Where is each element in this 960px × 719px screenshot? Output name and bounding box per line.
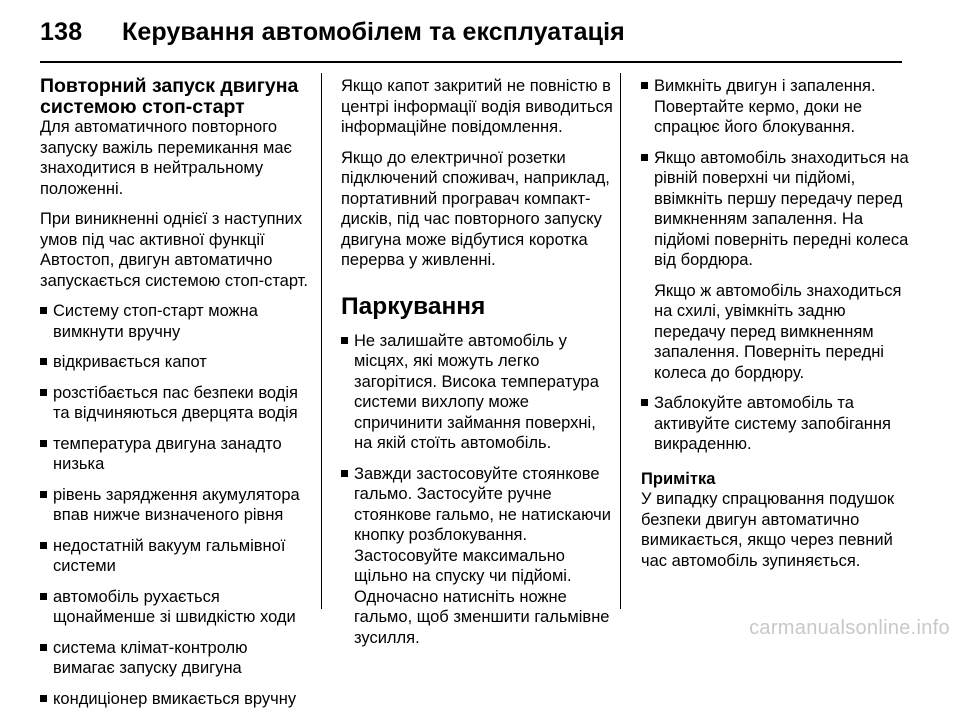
column-2 xyxy=(341,76,613,658)
list-item: рівень зарядження акумулятора впав нижче визначеного рівня xyxy=(40,485,310,526)
bullet-icon xyxy=(641,82,648,89)
paragraph: Для автоматичного повторного запуску важіль перемикання має знаходитися в нейтральному положенні. xyxy=(40,118,292,198)
list-item: Заблокуйте автомобіль та активуйте систему запобігання викраденню. xyxy=(641,393,911,455)
list-item: Систему стоп-старт можна вимкнути вручну xyxy=(40,301,310,342)
bullet-icon xyxy=(341,337,348,344)
paragraph: Якщо капот закритий не повністю в центрі інформації водія виводиться інформаційне повідомлення. xyxy=(341,77,613,136)
bullet-icon xyxy=(641,154,648,161)
bullet-list xyxy=(341,331,613,649)
list-item: недостатній вакуум гальмівної системи xyxy=(40,536,310,577)
column-1 xyxy=(40,76,310,719)
list-item: температура двигуна занадто низька xyxy=(40,434,310,475)
bullet-icon xyxy=(40,358,47,365)
list-item: Завжди застосовуйте стоянкове гальмо. Застосуйте ручне стоянкове гальмо, не натискаючи кнопку розблокування. Застосовуйте максимально щільно на спуску чи підйомі. Одночасно натисніть ножне гальмо, щоб зменшити гальмівне зусилля. xyxy=(341,464,613,649)
list-item-continuation: Якщо ж автомобіль знаходиться на схилі, увімкніть задню передачу перед вимкненням запалення. Поверніть передні колеса до бордюру. xyxy=(654,281,902,382)
bullet-list xyxy=(641,76,911,455)
bullet-icon xyxy=(40,644,47,651)
list-item: Вимкніть двигун і запалення. Повертайте кермо, доки не спрацює його блокування. xyxy=(641,76,911,138)
column-divider-1 xyxy=(321,73,322,609)
bullet-icon xyxy=(40,491,47,498)
list-item: Не залишайте автомобіль у місцях, які можуть легко загорітися. Висока температура системи вихлопу може спричинити займання поверхні, на якій стоїть автомобіль. xyxy=(341,331,613,454)
bullet-icon xyxy=(40,307,47,314)
column-divider-2 xyxy=(620,73,621,609)
paragraph: Якщо до електричної розетки підключений споживач, наприклад, портативний програвач компакт-дисків, під час повторного запуску двигуна може відбутися коротка перерва у живленні. xyxy=(341,148,610,269)
note-text: У випадку спрацювання подушок безпеки двигун автоматично вимикається, якщо через певний час автомобіль зупиняється. xyxy=(641,490,895,570)
list-item: розстібається пас безпеки водія та відчиняються дверцята водія xyxy=(40,383,310,424)
paragraph: При виникненні однієї з наступних умов під час активної функції Автостоп, двигун автоматично запускається системою стоп-старт. xyxy=(40,210,308,290)
list-item: відкривається капот xyxy=(40,352,310,373)
column-3 xyxy=(641,76,911,581)
note-title: Примітка xyxy=(641,469,716,488)
bullet-list xyxy=(40,301,310,709)
list-item: система клімат-контролю вимагає запуску двигуна xyxy=(40,638,310,679)
bullet-icon xyxy=(40,695,47,702)
watermark: carmanualsonline.info xyxy=(749,617,950,639)
list-item: Якщо автомобіль знаходиться на рівній поверхні чи підйомі, ввімкніть першу передачу перед вимкненням запалення. На підйомі поверніть передні колеса від бордюра. Якщо ж автомобіль знаходиться на схилі, увімкніть задню передачу перед вимкненням запалення. Поверніть передні колеса до бордюру. xyxy=(641,148,911,384)
header-rule xyxy=(40,61,902,63)
bullet-icon xyxy=(40,542,47,549)
page-number: 138 xyxy=(40,17,83,46)
list-item: кондиціонер вмикається вручну xyxy=(40,689,310,710)
page-title: Керування автомобілем та експлуатація xyxy=(122,17,625,46)
section-heading-parking: Паркування xyxy=(341,292,486,320)
bullet-icon xyxy=(40,593,47,600)
bullet-icon xyxy=(40,440,47,447)
bullet-icon xyxy=(40,389,47,396)
section-heading-restart: Повторний запуск двигуна системою стоп-старт xyxy=(40,75,299,118)
list-item: автомобіль рухається щонайменше зі швидкістю ходи xyxy=(40,587,310,628)
page-header xyxy=(40,14,625,50)
bullet-icon xyxy=(641,399,648,406)
bullet-icon xyxy=(341,470,348,477)
